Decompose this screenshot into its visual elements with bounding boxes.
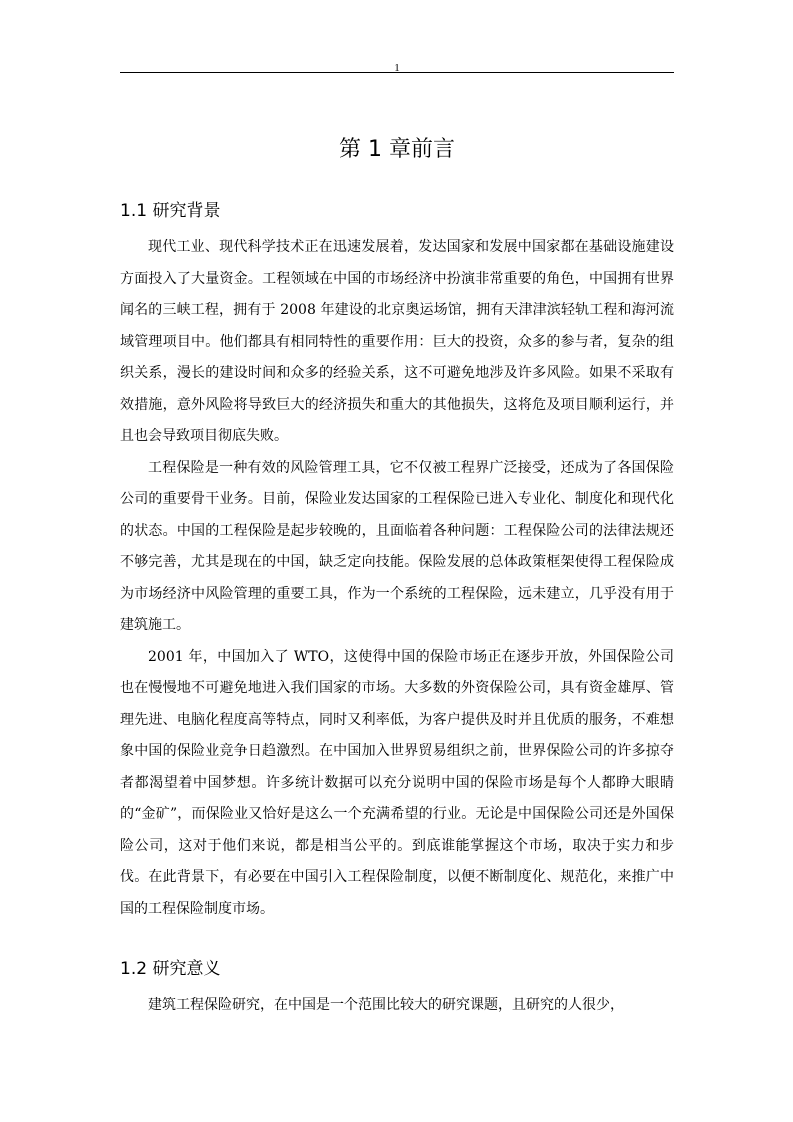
section-body-background bbox=[120, 232, 674, 925]
section-heading-significance: 1.2 研究意义 bbox=[120, 959, 221, 979]
section-body-significance bbox=[120, 990, 674, 1022]
paragraph: 现代工业、现代科学技术正在迅速发展着，发达国家和发展中国家都在基础设施建设方面投入了大量资金。工程领域在中国的市场经济中扮演非常重要的角色，中国拥有世界闻名的三峡工程，拥有于 2008 年建设的北京奥运场馆，拥有天津津滨轻轨工程和海河流域管理项目中。他们都具有相同特性的重要作用：巨大的投资，众多的参与者，复杂的组织关系，漫长的建设时间和众多的经验关系，这不可避免地涉及许多风险。如果不采取有效措施，意外风险将导致巨大的经济损失和重大的其他损失，这将危及项目顺利运行，并且也会导致项目彻底失败。 bbox=[120, 239, 674, 444]
page-number: 1 bbox=[394, 62, 400, 74]
paragraph: 建筑工程保险研究，在中国是一个范围比较大的研究课题，且研究的人很少， bbox=[148, 997, 624, 1013]
chapter-title bbox=[120, 134, 674, 166]
page-header bbox=[120, 56, 674, 73]
paragraph: 2001 年，中国加入了 WTO，这使得中国的保险市场正在逐步开放，外国保险公司也在慢慢地不可避免地进入我们国家的市场。大多数的外资保险公司，具有资金雄厚、管理先进、电脑化程度高等特点，同时又利率低，为客户提供及时并且优质的服务，不难想象中国的保险业竞争日趋激烈。在中国加入世界贸易组织之前，世界保险公司的许多掠夺者都渴望着中国梦想。许多统计数据可以充分说明中国的保险市场是每个人都睁大眼睛的“金矿”，而保险业又恰好是这么一个充满希望的行业。无论是中国保险公司还是外国保险公司，这对于他们来说，都是相当公平的。到底谁能掌握这个市场，取决于实力和步伐。在此背景下，有必要在中国引入工程保险制度，以便不断制度化、规范化，来推广中国的工程保险制度市场。 bbox=[120, 648, 674, 917]
paragraph: 工程保险是一种有效的风险管理工具，它不仅被工程界广泛接受，还成为了各国保险公司的重要骨干业务。目前，保险业发达国家的工程保险已进入专业化、制度化和现代化的状态。中国的工程保险是起步较晚的，且面临着各种问题：工程保险公司的法律法规还不够完善，尤其是现在的中国，缺乏定向技能。保险发展的总体政策框架使得工程保险成为市场经济中风险管理的重要工具，作为一个系统的工程保险，远未建立，几乎没有用于建筑施工。 bbox=[120, 459, 674, 633]
chapter-title-text: 第 1 章前言 bbox=[339, 137, 455, 162]
section-heading-background: 1.1 研究背景 bbox=[120, 201, 221, 221]
